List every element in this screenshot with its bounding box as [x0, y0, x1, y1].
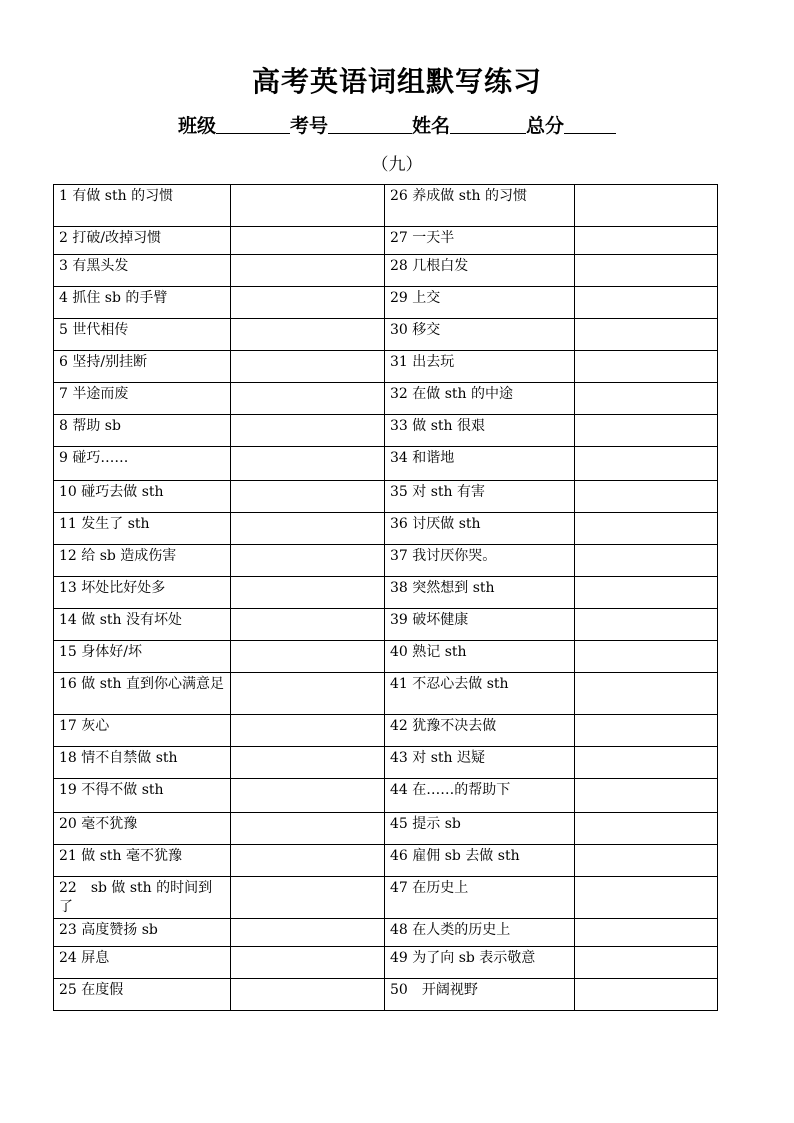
table-row: [54, 877, 718, 919]
table-row: [54, 919, 718, 947]
table-row: [54, 747, 718, 779]
phrase-prompt-left: 19 不得不做 sth: [54, 779, 231, 813]
phrase-prompt-left: 11 发生了 sth: [54, 513, 231, 545]
table-row: [54, 545, 718, 577]
phrase-prompt-right: 39 破坏健康: [385, 609, 575, 641]
answer-cell-right[interactable]: [575, 185, 718, 227]
phrase-prompt-right: 27 一天半: [385, 227, 575, 255]
phrase-prompt-right: 43 对 sth 迟疑: [385, 747, 575, 779]
phrase-prompt-left: 8 帮助 sb: [54, 415, 231, 447]
table-row: [54, 979, 718, 1011]
answer-cell-left[interactable]: [231, 845, 385, 877]
answer-cell-right[interactable]: [575, 577, 718, 609]
answer-cell-right[interactable]: [575, 383, 718, 415]
phrase-prompt-right: 31 出去玩: [385, 351, 575, 383]
answer-cell-left[interactable]: [231, 447, 385, 481]
phrase-prompt-right: 36 讨厌做 sth: [385, 513, 575, 545]
answer-cell-left[interactable]: [231, 415, 385, 447]
answer-cell-left[interactable]: [231, 287, 385, 319]
answer-cell-left[interactable]: [231, 979, 385, 1011]
answer-cell-right[interactable]: [575, 877, 718, 919]
phrase-prompt-right: 40 熟记 sth: [385, 641, 575, 673]
phrase-prompt-left: 6 坚持/别挂断: [54, 351, 231, 383]
phrase-prompt-left: 14 做 sth 没有坏处: [54, 609, 231, 641]
phrase-prompt-left: 16 做 sth 直到你心满意足: [54, 673, 231, 715]
answer-cell-left[interactable]: [231, 383, 385, 415]
table-row: [54, 609, 718, 641]
table-row: [54, 481, 718, 513]
answer-cell-right[interactable]: [575, 673, 718, 715]
phrase-table: [53, 184, 718, 1011]
name-label: 姓名: [412, 115, 451, 137]
answer-cell-right[interactable]: [575, 545, 718, 577]
table-row: [54, 715, 718, 747]
answer-cell-right[interactable]: [575, 447, 718, 481]
phrase-prompt-left: 9 碰巧……: [54, 447, 231, 481]
section-number: （九）: [371, 155, 423, 175]
answer-cell-left[interactable]: [231, 641, 385, 673]
table-row: [54, 577, 718, 609]
answer-cell-left[interactable]: [231, 609, 385, 641]
phrase-prompt-left: 3 有黑头发: [54, 255, 231, 287]
answer-cell-left[interactable]: [231, 481, 385, 513]
score-blank[interactable]: [564, 115, 616, 134]
phrase-prompt-left: 15 身体好/坏: [54, 641, 231, 673]
phrase-prompt-left: 20 毫不犹豫: [54, 813, 231, 845]
phrase-prompt-right: 47 在历史上: [385, 877, 575, 919]
phrase-prompt-right: 42 犹豫不决去做: [385, 715, 575, 747]
phrase-prompt-left: 24 屏息: [54, 947, 231, 979]
table-row: [54, 319, 718, 351]
number-blank[interactable]: [328, 115, 412, 134]
table-row: [54, 947, 718, 979]
phrase-prompt-left: 2 打破/改掉习惯: [54, 227, 231, 255]
table-row: [54, 641, 718, 673]
answer-cell-left[interactable]: [231, 255, 385, 287]
phrase-prompt-right: 28 几根白发: [385, 255, 575, 287]
answer-cell-left[interactable]: [231, 919, 385, 947]
phrase-prompt-right: 44 在……的帮助下: [385, 779, 575, 813]
phrase-prompt-right: 49 为了向 sb 表示敬意: [385, 947, 575, 979]
answer-cell-right[interactable]: [575, 415, 718, 447]
answer-cell-right[interactable]: [575, 979, 718, 1011]
answer-cell-right[interactable]: [575, 813, 718, 845]
table-row: [54, 779, 718, 813]
phrase-prompt-left: 22 sb 做 sth 的时间到了: [54, 877, 231, 919]
table-row: [54, 351, 718, 383]
phrase-table-body: [54, 185, 718, 1011]
phrase-prompt-right: 45 提示 sb: [385, 813, 575, 845]
answer-cell-right[interactable]: [575, 513, 718, 545]
phrase-prompt-right: 32 在做 sth 的中途: [385, 383, 575, 415]
table-row: [54, 255, 718, 287]
answer-cell-left[interactable]: [231, 673, 385, 715]
table-row: [54, 673, 718, 715]
answer-cell-left[interactable]: [231, 351, 385, 383]
answer-cell-right[interactable]: [575, 609, 718, 641]
phrase-prompt-left: 4 抓住 sb 的手臂: [54, 287, 231, 319]
phrase-prompt-right: 35 对 sth 有害: [385, 481, 575, 513]
phrase-prompt-right: 50 开阔视野: [385, 979, 575, 1011]
table-row: [54, 513, 718, 545]
answer-cell-left[interactable]: [231, 715, 385, 747]
answer-cell-right[interactable]: [575, 319, 718, 351]
answer-cell-left[interactable]: [231, 947, 385, 979]
table-row: [54, 287, 718, 319]
answer-cell-left[interactable]: [231, 577, 385, 609]
number-label: 考号: [289, 115, 328, 137]
phrase-prompt-right: 26 养成做 sth 的习惯: [385, 185, 575, 227]
phrase-prompt-left: 17 灰心: [54, 715, 231, 747]
answer-cell-right[interactable]: [575, 641, 718, 673]
answer-cell-right[interactable]: [575, 715, 718, 747]
answer-cell-left[interactable]: [231, 185, 385, 227]
phrase-prompt-right: 34 和谐地: [385, 447, 575, 481]
score-label: 总分: [526, 115, 565, 137]
phrase-prompt-right: 48 在人类的历史上: [385, 919, 575, 947]
name-blank[interactable]: [450, 115, 526, 134]
phrase-prompt-right: 37 我讨厌你哭。: [385, 545, 575, 577]
answer-cell-left[interactable]: [231, 813, 385, 845]
phrase-prompt-right: 41 不忍心去做 sth: [385, 673, 575, 715]
answer-cell-left[interactable]: [231, 227, 385, 255]
table-row: [54, 845, 718, 877]
answer-cell-left[interactable]: [231, 877, 385, 919]
class-blank[interactable]: [216, 115, 290, 134]
phrase-prompt-left: 5 世代相传: [54, 319, 231, 351]
phrase-prompt-left: 13 坏处比好处多: [54, 577, 231, 609]
phrase-prompt-left: 1 有做 sth 的习惯: [54, 185, 231, 227]
answer-cell-right[interactable]: [575, 919, 718, 947]
table-row: [54, 415, 718, 447]
table-row: [54, 813, 718, 845]
answer-cell-right[interactable]: [575, 227, 718, 255]
phrase-prompt-left: 12 给 sb 造成伤害: [54, 545, 231, 577]
phrase-prompt-right: 38 突然想到 sth: [385, 577, 575, 609]
phrase-prompt-left: 21 做 sth 毫不犹豫: [54, 845, 231, 877]
phrase-prompt-right: 29 上交: [385, 287, 575, 319]
answer-cell-right[interactable]: [575, 845, 718, 877]
answer-cell-right[interactable]: [575, 481, 718, 513]
page-title: 高考英语词组默写练习: [251, 65, 542, 98]
phrase-prompt-right: 33 做 sth 很艰: [385, 415, 575, 447]
answer-cell-right[interactable]: [575, 947, 718, 979]
phrase-prompt-left: 25 在度假: [54, 979, 231, 1011]
table-row: [54, 383, 718, 415]
answer-cell-right[interactable]: [575, 255, 718, 287]
answer-cell-left[interactable]: [231, 779, 385, 813]
table-row: [54, 447, 718, 481]
class-label: 班级: [177, 115, 216, 137]
phrase-prompt-right: 46 雇佣 sb 去做 sth: [385, 845, 575, 877]
student-info-line: [0, 111, 794, 138]
answer-cell-left[interactable]: [231, 545, 385, 577]
answer-cell-right[interactable]: [575, 287, 718, 319]
answer-cell-left[interactable]: [231, 319, 385, 351]
answer-cell-left[interactable]: [231, 747, 385, 779]
answer-cell-right[interactable]: [575, 351, 718, 383]
table-row: [54, 185, 718, 227]
phrase-prompt-left: 7 半途而废: [54, 383, 231, 415]
answer-cell-right[interactable]: [575, 779, 718, 813]
phrase-prompt-left: 10 碰巧去做 sth: [54, 481, 231, 513]
answer-cell-right[interactable]: [575, 747, 718, 779]
phrase-prompt-left: 18 情不自禁做 sth: [54, 747, 231, 779]
phrase-prompt-left: 23 高度赞扬 sb: [54, 919, 231, 947]
answer-cell-left[interactable]: [231, 513, 385, 545]
phrase-prompt-right: 30 移交: [385, 319, 575, 351]
table-row: [54, 227, 718, 255]
